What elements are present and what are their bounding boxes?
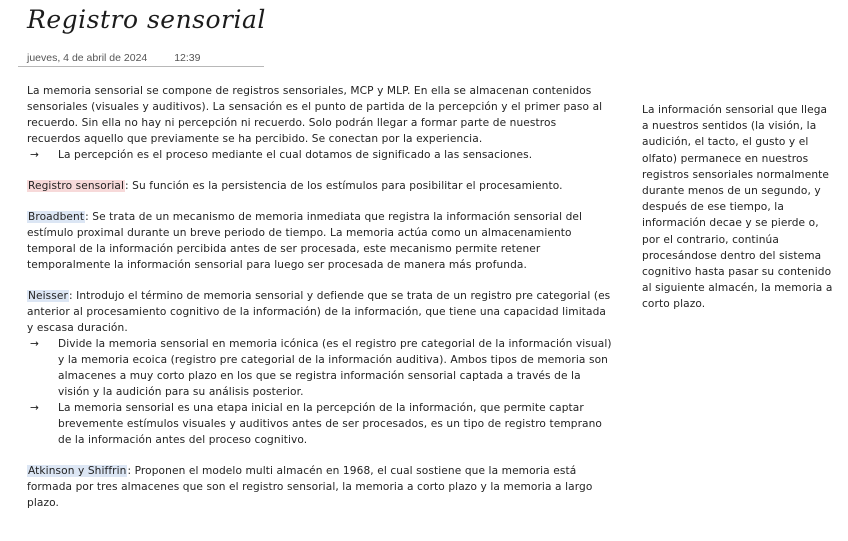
page-time: 12:39 [174,52,201,64]
arrow-icon: → [30,402,39,414]
atkinson-paragraph [27,463,612,511]
atkinson-text: : Proponen el modelo multi almacén en 1968, el cual sostiene que la memoria está formada por tres almacenes que son el registro sensorial, la memoria a corto plazo y la memoria a largo plazo. [27,465,593,509]
neisser-bullet-text: Divide la memoria sensorial en memoria icónica (es el registro pre categorial de la información visual) y la memoria ecoica (registro pre categorial de la información auditiva). Ambos tipos de memoria son almacenes a muy corto plazo en los que se registra información sensorial captada a través de la visión y la audición para su análisis posterior. [58,338,612,398]
registro-paragraph [27,178,612,194]
arrow-icon: → [30,149,39,161]
page-date: jueves, 4 de abril de 2024 [27,52,148,64]
neisser-bullet [27,336,612,400]
intro-paragraph: La memoria sensorial se compone de registros sensoriales, MCP y MLP. En ella se almacenan contenidos sensoriales (visuales y auditivos). La sensación es el punto de partida de la percepción y el primer paso al recuerdo. Sin ella no hay ni percepción ni recuerdo. Solo podrán llegar a formar parte de nuestros recuerdos aquello que previamente se ha percibido. Se conectan por la experiencia. [27,85,603,145]
intro-bullet-text: La percepción es el proceso mediante el cual dotamos de significado a las sensaciones. [58,149,533,161]
neisser-text: : Introdujo el término de memoria sensorial y defiende que se trata de un registro pre categorial (es anterior al procesamiento cognitivo de la información) de la información, que tiene una capacidad limitada y escasa duración. [27,290,611,334]
neisser-term: Neisser [28,290,68,302]
broadbent-term: Broadbent [28,211,85,223]
atkinson-term: Atkinson y Shiffrin [28,465,127,477]
title-divider [18,66,264,67]
broadbent-paragraph [27,209,612,273]
arrow-icon: → [30,338,39,350]
broadbent-text: : Se trata de un mecanismo de memoria inmediata que registra la información sensorial del estímulo proximal durante un breve periodo de tiempo. La memoria actúa como un almacenamiento temporal de la información percibida antes de ser procesada, este mecanismo permite retener temporalmente la información sensorial para luego ser procesada de manera más profunda. [27,211,583,271]
intro-bullet [27,147,612,163]
neisser-bullet-text: La memoria sensorial es una etapa inicial en la percepción de la información, que permite captar brevemente estímulos visuales y auditivos antes de ser procesados, es un tipo de registro temprano de la información antes del proceso cognitivo. [58,402,603,446]
neisser-bullet [27,400,612,448]
neisser-paragraph [27,288,612,336]
note-body[interactable] [27,83,612,511]
page-title: Registro sensorial [27,5,266,34]
registro-text: : Su función es la persistencia de los estímulos para posibilitar el procesamiento. [125,180,563,192]
side-note[interactable]: La información sensorial que llega a nuestros sentidos (la visión, la audición, el tacto, el gusto y el olfato) permanece en nuestros registros sensoriales normalmente durante menos de un segundo, y después de ese tiempo, la información decae y se pierde o, por el contrario, continúa procesándose dentro del sistema cognitivo hasta pasar su contenido al siguiente almacén, la memoria a corto plazo. [642,104,833,311]
registro-term: Registro sensorial [28,180,124,192]
date-time-row [27,52,200,64]
